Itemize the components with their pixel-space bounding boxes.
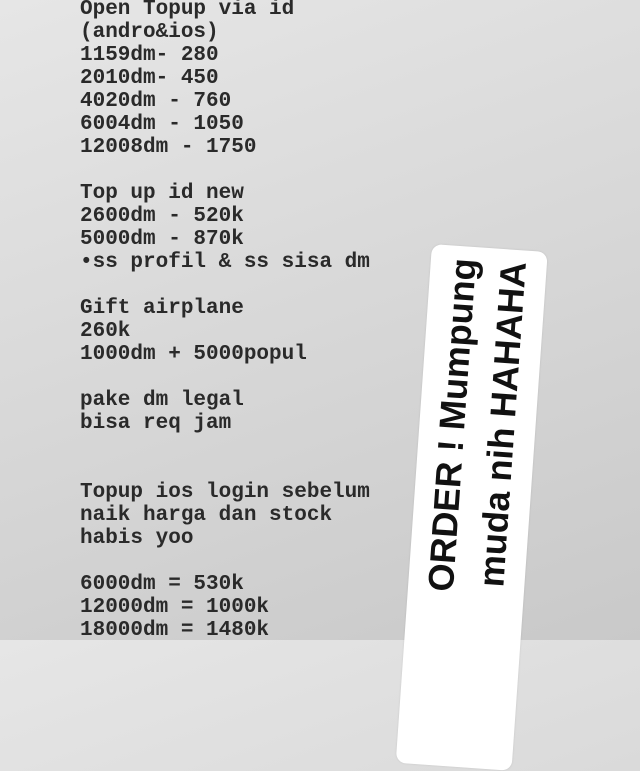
story-text-line <box>80 366 370 389</box>
story-text-line: 5000dm - 870k <box>80 228 244 251</box>
story-text-line: habis yoo <box>80 527 194 550</box>
story-text-line: Open Topup via id <box>80 0 295 21</box>
story-text-line: 2010dm- 450 <box>80 67 219 90</box>
story-text-line: 260k <box>80 320 131 343</box>
story-text-line: naik harga dan stock <box>80 504 333 527</box>
story-text-line <box>80 274 370 297</box>
story-text-line: bisa req jam <box>80 412 232 435</box>
story-text-line: 6000dm = 530k <box>80 573 244 596</box>
story-text-line: 1159dm- 280 <box>80 44 219 67</box>
story-text-line: Topup ios login sebelum <box>80 481 370 504</box>
story-text-line <box>80 159 370 182</box>
story-text-line: Gift airplane <box>80 297 244 320</box>
text-sticker <box>396 244 548 771</box>
sticker-line-2: muda nih HAHAHA <box>470 260 534 589</box>
story-text-line: 12008dm - 1750 <box>80 136 257 159</box>
story-text-line: •ss profil & ss sisa dm <box>80 251 370 274</box>
story-text-line: pake dm legal <box>80 389 244 412</box>
story-text-line <box>80 550 370 573</box>
story-text-line: 6004dm - 1050 <box>80 113 244 136</box>
story-text-line: (andro&ios) <box>80 21 219 44</box>
story-text-line: 1000dm + 5000popul <box>80 343 307 366</box>
story-text <box>80 0 370 642</box>
story-text-line: 18000dm = 1480k <box>80 619 270 642</box>
story-text-line <box>80 435 370 458</box>
story-text-line: Top up id new <box>80 182 244 205</box>
story-text-line: 4020dm - 760 <box>80 90 232 113</box>
story-text-line: 12000dm = 1000k <box>80 596 270 619</box>
story-text-line <box>80 458 370 481</box>
sticker-line-1: ORDER ! Mumpung <box>419 256 485 593</box>
story-text-line: 2600dm - 520k <box>80 205 244 228</box>
sticker-text <box>396 244 548 771</box>
